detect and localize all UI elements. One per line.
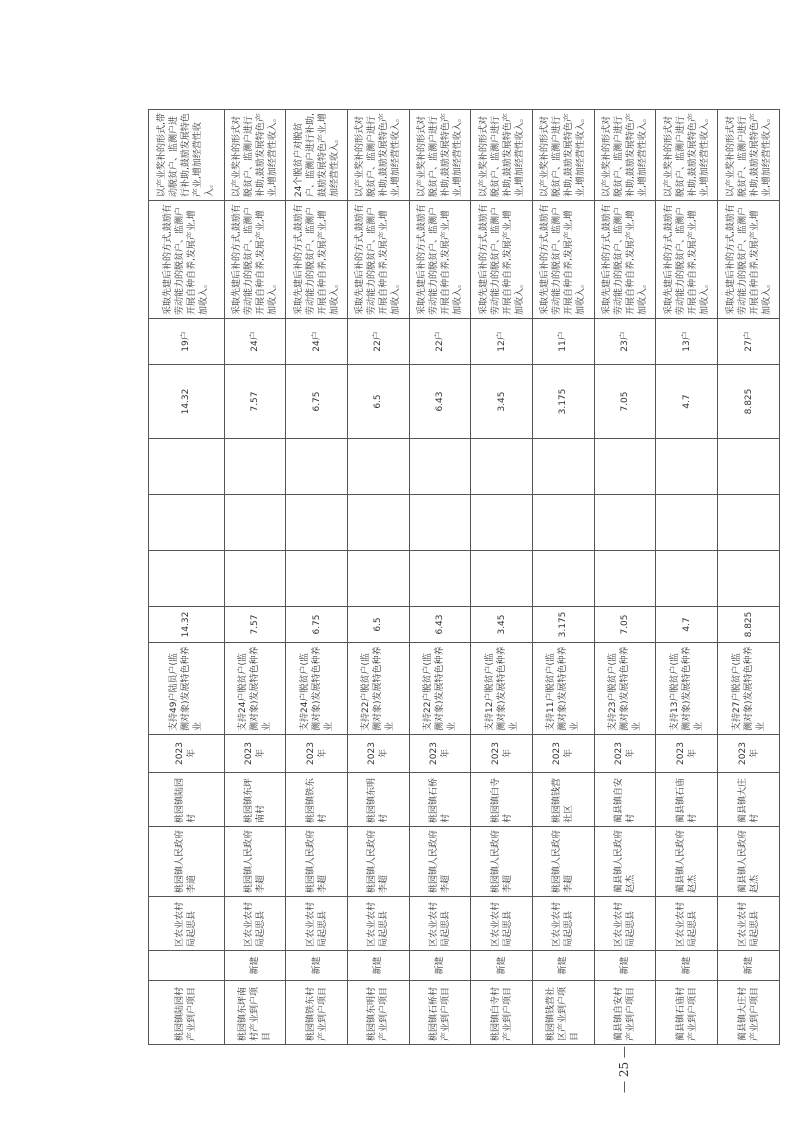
table-cell: 桃园镇人民政府李超 — [224, 827, 286, 897]
table-cell: 桃园镇白寺村 — [471, 773, 533, 827]
table-cell — [718, 439, 780, 495]
table-cell — [409, 495, 471, 551]
table-cell: 蔺县镇石庙村 — [656, 773, 718, 827]
table-cell: 8.825 — [718, 607, 780, 643]
table-cell — [286, 551, 348, 607]
table-cell: 支持49户陆员户(监测对象)发展特色种养业 — [149, 643, 225, 735]
table-cell: 7.57 — [224, 365, 286, 439]
table-cell: 2023年 — [348, 735, 410, 773]
table-cell — [656, 551, 718, 607]
table-cell — [409, 551, 471, 607]
table-cell — [471, 439, 533, 495]
table-cell — [533, 495, 595, 551]
table-cell — [224, 439, 286, 495]
table-cell: 桃园镇东坪南村 — [224, 773, 286, 827]
table-cell: 24户 — [286, 319, 348, 365]
table-cell: 桃园镇铁东村 — [286, 773, 348, 827]
table-cell: 以产业奖补的形式,带动脱贫户、监测户进行补助,鼓励发展特色产业,增加经营性收入。 — [149, 110, 225, 201]
table-cell: 桃园镇陆园村产业到户项目 — [149, 981, 225, 1045]
table-cell: 3.45 — [471, 365, 533, 439]
table-cell: 支持22户脱贫户(监测对象)发展特色种养业 — [409, 643, 471, 735]
table-cell — [656, 439, 718, 495]
table-row — [533, 110, 595, 1045]
table-cell: 2023年 — [149, 735, 225, 773]
table-cell: 采取先建后补的方式,鼓励有劳动能力的脱贫户、监测户开展自种自养,发展产业,增加收入。 — [656, 201, 718, 319]
table-cell: 采取先建后补的方式,鼓励有劳动能力的脱贫户、监测户开展自种自养,发展产业,增加收入。 — [149, 201, 225, 319]
table-cell: 支持24户脱贫户(监测对象)发展特色种养业 — [224, 643, 286, 735]
table-cell: 11户 — [533, 319, 595, 365]
table-cell: 6.5 — [348, 365, 410, 439]
table-cell: 蔺县镇大庄村 — [718, 773, 780, 827]
table-cell: 2023年 — [656, 735, 718, 773]
table-cell: 3.175 — [533, 607, 595, 643]
table-cell — [533, 439, 595, 495]
table-cell: 采取先建后补的方式,鼓励有劳动能力的脱贫户、监测户开展自种自养,发展产业,增加收入。 — [286, 201, 348, 319]
table-cell: 新建 — [533, 951, 595, 981]
table-cell: 14.32 — [149, 365, 225, 439]
table-cell: 桃园镇人民政府李道 — [149, 827, 225, 897]
table-cell: 区农业农村局起思县 — [594, 897, 656, 951]
table-cell: 14.32 — [149, 607, 225, 643]
table-cell — [656, 495, 718, 551]
table-cell — [594, 495, 656, 551]
table-cell — [224, 551, 286, 607]
table-cell: 以产业奖补的形式对脱贫户、监测户进行补助,鼓励发展特色产业,增加经营性收入。 — [533, 110, 595, 201]
table-cell: 3.45 — [471, 607, 533, 643]
table-cell: 桃园镇东坪南村产业到户项目 — [224, 981, 286, 1045]
table-cell: 6.75 — [286, 365, 348, 439]
table-cell: 区农业农村局起思县 — [286, 897, 348, 951]
table-cell: 桃园镇钱营社区 — [533, 773, 595, 827]
table-cell: 蔺县镇人民政府赵杰 — [656, 827, 718, 897]
table-cell: 蔺县镇自安村产业到户项目 — [594, 981, 656, 1045]
table-cell: 区农业农村局起思县 — [224, 897, 286, 951]
table-cell: 支持11户脱贫户(监测对象)发展特色种养业 — [533, 643, 595, 735]
table-cell — [594, 551, 656, 607]
table-cell: 24个脱贫户对脱贫户、监测户进行补助,鼓励发展特色产业,增加经营性收入。 — [286, 110, 348, 201]
table-cell: 22户 — [409, 319, 471, 365]
table-cell: 6.43 — [409, 607, 471, 643]
table-cell — [471, 551, 533, 607]
table-cell — [718, 495, 780, 551]
table-cell: 桃园镇人民政府李超 — [533, 827, 595, 897]
table-cell: 以产业奖补的形式对脱贫户、监测户进行补助,鼓励发展特色产业,增加经营性收入。 — [409, 110, 471, 201]
table-cell — [348, 495, 410, 551]
table-cell — [286, 495, 348, 551]
table-cell: 桃园镇陆园村 — [149, 773, 225, 827]
table-cell: 采取先建后补的方式,鼓励有劳动能力的脱贫户、监测户开展自种自养,发展产业,增加收入。 — [348, 201, 410, 319]
table-cell: 6.5 — [348, 607, 410, 643]
table-cell: 支持24户脱贫户(监测对象)发展特色种养业 — [286, 643, 348, 735]
table-cell: 3.175 — [533, 365, 595, 439]
table-cell — [149, 551, 225, 607]
table-cell: 6.43 — [409, 365, 471, 439]
table-cell: 支持27户脱贫户(监测对象)发展特色种养业 — [718, 643, 780, 735]
table-cell: 桃园镇东明村产业到户项目 — [348, 981, 410, 1045]
table-cell: 7.57 — [224, 607, 286, 643]
table-row — [348, 110, 410, 1045]
table-cell: 23户 — [594, 319, 656, 365]
table-cell — [149, 439, 225, 495]
table-cell: 桃园镇人民政府李超 — [409, 827, 471, 897]
table-cell: 采取先建后补的方式,鼓励有劳动能力的脱贫户、监测户开展自种自养,发展产业,增加收入。 — [409, 201, 471, 319]
table-cell: 区农业农村局起思县 — [718, 897, 780, 951]
table-cell — [409, 439, 471, 495]
table-cell — [348, 439, 410, 495]
table-cell: 区农业农村局起思县 — [471, 897, 533, 951]
table-cell: 桃园镇人民政府李超 — [471, 827, 533, 897]
table-cell — [471, 495, 533, 551]
table-cell — [348, 551, 410, 607]
table-cell: 蔺县镇大庄村产业到户项目 — [718, 981, 780, 1045]
table-row — [718, 110, 780, 1045]
table-cell — [594, 439, 656, 495]
table-cell: 新建 — [594, 951, 656, 981]
table-cell: 新建 — [224, 951, 286, 981]
table-row — [149, 110, 225, 1045]
table-cell: 新建 — [471, 951, 533, 981]
table-cell: 7.05 — [594, 365, 656, 439]
table-cell: 采取先建后补的方式,鼓励有劳动能力的脱贫户、监测户开展自种自养,发展产业,增加收入。 — [471, 201, 533, 319]
table-cell: 新建 — [348, 951, 410, 981]
table-cell: 以产业奖补的形式对脱贫户、监测户进行补助,鼓励发展特色产业,增加经营性收入。 — [718, 110, 780, 201]
table-cell: 2023年 — [409, 735, 471, 773]
table-cell: 蔺县镇人民政府赵杰 — [718, 827, 780, 897]
table-cell: 以产业奖补的形式对脱贫户、监测户进行补助,鼓励发展特色产业,增加经营性收入。 — [594, 110, 656, 201]
table-cell: 区农业农村局起思县 — [656, 897, 718, 951]
table-cell: 7.05 — [594, 607, 656, 643]
table-cell: 13户 — [656, 319, 718, 365]
table-cell — [286, 439, 348, 495]
table-cell: 桃园镇铁东村产业到户项目 — [286, 981, 348, 1045]
table-cell: 2023年 — [471, 735, 533, 773]
table-row — [471, 110, 533, 1045]
table-cell: 以产业奖补的形式对脱贫户、监测户进行补助,鼓励发展特色产业,增加经营性收入。 — [656, 110, 718, 201]
table-cell: 桃园镇人民政府李超 — [286, 827, 348, 897]
table-row — [286, 110, 348, 1045]
project-table — [148, 109, 780, 1045]
table-cell: 19户 — [149, 319, 225, 365]
table-cell: 2023年 — [718, 735, 780, 773]
table-cell — [718, 551, 780, 607]
table-cell: 区农业农村局起思县 — [409, 897, 471, 951]
table-cell — [149, 951, 225, 981]
table-cell: 4.7 — [656, 607, 718, 643]
table-cell: 支持12户脱贫户(监测对象)发展特色种养业 — [471, 643, 533, 735]
table-cell: 采取先建后补的方式,鼓励有劳动能力的脱贫户、监测户开展自种自养,发展产业,增加收入。 — [533, 201, 595, 319]
table-cell: 2023年 — [286, 735, 348, 773]
table-cell: 支持13户脱贫户(监测对象)发展特色种养业 — [656, 643, 718, 735]
table-cell: 6.75 — [286, 607, 348, 643]
table-cell: 区农业农村局起思县 — [348, 897, 410, 951]
table-cell: 22户 — [348, 319, 410, 365]
table-cell: 采取先建后补的方式,鼓励有劳动能力的脱贫户、监测户开展自种自养,发展产业,增加收入。 — [718, 201, 780, 319]
table-cell — [149, 495, 225, 551]
table-cell: 桃园镇石桥村 — [409, 773, 471, 827]
table-cell: 以产业奖补的形式对脱贫户、监测户进行补助,鼓励发展特色产业,增加经营性收入。 — [348, 110, 410, 201]
table-row — [594, 110, 656, 1045]
table-cell: 桃园镇白寺村产业到户项目 — [471, 981, 533, 1045]
table-cell: 以产业奖补的形式对脱贫户、监测户进行补助,鼓励发展特色产业,增加经营性收入。 — [471, 110, 533, 201]
table-cell: 2023年 — [224, 735, 286, 773]
table-cell: 桃园镇人民政府李超 — [348, 827, 410, 897]
table-cell: 新建 — [718, 951, 780, 981]
table-cell — [224, 495, 286, 551]
rotated-table-wrapper — [148, 110, 780, 1045]
table-cell: 桃园镇东明村 — [348, 773, 410, 827]
table-cell: 24户 — [224, 319, 286, 365]
table-cell: 新建 — [286, 951, 348, 981]
table-cell: 采取先建后补的方式,鼓励有劳动能力的脱贫户、监测户开展自种自养,发展产业,增加收入。 — [224, 201, 286, 319]
table-row — [409, 110, 471, 1045]
table-cell: 蔺县镇自安村 — [594, 773, 656, 827]
table-cell: 2023年 — [594, 735, 656, 773]
table-cell: 支持22户脱贫户(监测对象)发展特色种养业 — [348, 643, 410, 735]
table-row — [224, 110, 286, 1045]
table-cell: 支持23户脱贫户(监测对象)发展特色种养业 — [594, 643, 656, 735]
table-cell: 蔺县镇石庙村产业到户项目 — [656, 981, 718, 1045]
table-cell — [533, 551, 595, 607]
table-cell: 12户 — [471, 319, 533, 365]
table-row — [656, 110, 718, 1045]
table-cell: 4.7 — [656, 365, 718, 439]
table-cell: 区农业农村局起思县 — [533, 897, 595, 951]
table-cell: 桃园镇钱营社区产业到户项目 — [533, 981, 595, 1045]
table-cell: 8.825 — [718, 365, 780, 439]
table-cell: 新建 — [409, 951, 471, 981]
table-cell: 新建 — [656, 951, 718, 981]
table-cell: 采取先建后补的方式,鼓励有劳动能力的脱贫户、监测户开展自种自养,发展产业,增加收入。 — [594, 201, 656, 319]
table-cell: 桃园镇石桥村产业到户项目 — [409, 981, 471, 1045]
table-cell: 27户 — [718, 319, 780, 365]
page-number: — 25 — — [617, 1046, 631, 1093]
table-cell: 以产业奖补的形式对脱贫户、监测户进行补助,鼓励发展特色产业,增加经营性收入。 — [224, 110, 286, 201]
table-cell: 蔺县镇人民政府赵杰 — [594, 827, 656, 897]
table-cell: 2023年 — [533, 735, 595, 773]
table-cell: 区农业农村局起思县 — [149, 897, 225, 951]
